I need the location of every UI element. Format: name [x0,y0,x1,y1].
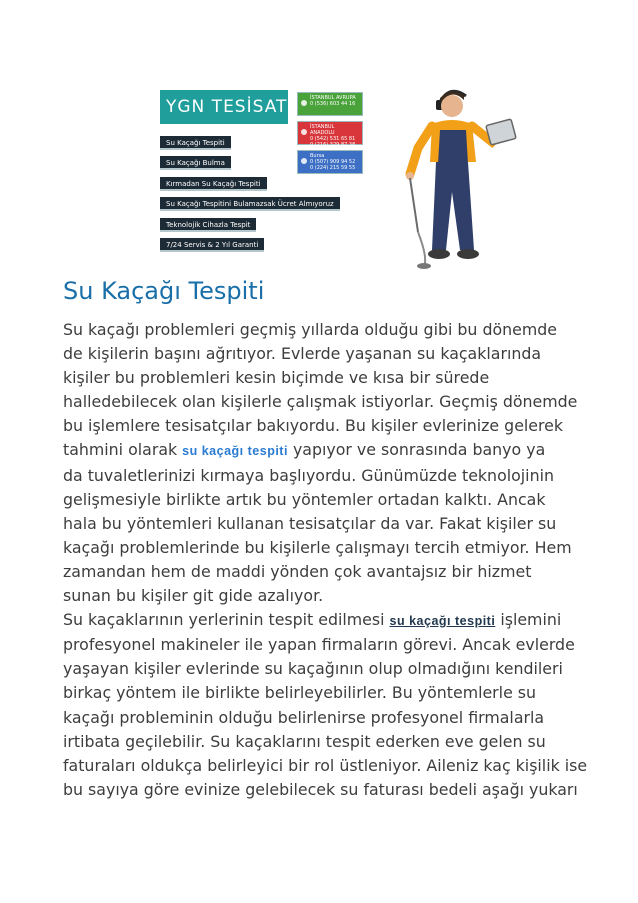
paragraph-line: hala bu yöntemleri kullanan tesisatçılar da var. Fakat kişiler su [63,513,557,533]
article-body [63,318,593,802]
phone-box-istanbul-anadolu[interactable] [297,121,363,148]
paragraph-line: yaşayan kişiler evlerinde su kaçağının olup olmadığını kendileri [63,659,563,679]
paragraph-line [63,438,593,463]
phone-box-bursa[interactable] [297,150,363,174]
plumber-illustration [388,82,518,272]
paragraph-line: bu işlemlere tesisatçılar bakıyordu. Bu kişiler evlerinize gelerek [63,416,564,436]
phone-icon [301,129,307,135]
line-text: yapıyor ve sonrasında banyo ya [287,440,546,460]
phone-label: İSTANBUL ANADOLU [310,124,335,136]
paragraph-line: gelişmesiyle birlikte artık bu yöntemler ortadan kalktı. Ancak [63,489,546,509]
phone-number: 0 (224) 215 59 55 [310,165,356,171]
menu-item-servis-garanti[interactable]: 7/24 Servis & 2 Yıl Garanti [160,238,264,252]
line-text: işlemini [495,610,562,630]
paragraph-line [63,608,593,633]
paragraph-line: profesyonel makineler ile yapan firmaların görevi. Ancak evlerde [63,635,575,655]
menu-item-teknolojik-cihaz[interactable]: Teknolojik Cihazla Tespit [160,218,256,232]
menu-item-su-kacagi-tespiti[interactable]: Su Kaçağı Tespiti [160,136,231,150]
line-text: tahmini olarak [63,440,183,460]
phone-icon [301,100,307,106]
phone-number: 0 (507) 909 94 52 [310,159,356,165]
paragraph-line: irtibata geçilebilir. Su kaçaklarını tespit ederken eve gelen su [63,731,546,751]
phone-box-istanbul-avrupa[interactable] [297,92,363,116]
paragraph-line: kaçağı problemlerinde bu kişilerle çalışmayı tercih etmiyor. Hem [63,537,572,557]
menu-item-kirmadan-tespit[interactable]: Kırmadan Su Kaçağı Tespiti [160,177,267,191]
paragraph-line: zamandan hem de maddi yönden çok avantajsız bir hizmet [63,561,532,581]
paragraph-line: kaçağı probleminin olduğu belirlenirse profesyonel firmalarla [63,707,545,727]
phone-number: 0 (542) 531 65 81 [310,136,356,142]
paragraph-line: halledebilecek olan kişilerle çalışmak istiyorlar. Geçmiş dönemde [63,392,578,412]
paragraph-line: Su kaçağı problemleri geçmiş yıllarda olduğu gibi bu dönemde [63,320,558,339]
page-title: Su Kaçağı Tespiti [63,277,265,305]
paragraph-line: bu sayıya göre evinize gelebilecek su faturası bedeli aşağı yukarı [63,779,578,799]
phone-number: 0 (536) 603 44 16 [310,101,356,107]
paragraph-line: faturaları oldukça belirleyici bir rol üstleniyor. Aileniz kaç kişilik ise [63,755,588,775]
company-logo: YGN TESİSAT [160,90,288,124]
paragraph-line: kişiler bu problemleri kesin biçimde ve kısa bir sürede [63,368,490,388]
paragraph-line: de kişilerin başını ağrıtıyor. Evlerde yaşanan su kaçaklarında [63,344,542,364]
paragraph-line: da tuvaletlerinizi kırmaya başlıyordu. Günümüzde teknolojinin [63,465,554,485]
menu-item-su-kacagi-bulma[interactable]: Su Kaçağı Bulma [160,156,231,170]
paragraph-line: sunan bu kişiler git gide azalıyor. [63,586,324,606]
menu-item-ucret-almiyoruz[interactable]: Su Kaçağı Tespitini Bulamazsak Ücret Almıyoruz [160,197,340,211]
keyword-link[interactable]: su kaçağı tespiti [389,614,496,629]
phone-label: İSTANBUL AVRUPA [310,95,356,101]
phone-icon [301,158,307,164]
phone-number: 0 (216) 329 87 38 [310,142,356,148]
paragraph-line: birkaç yöntem ile birlikte belirleyebilirler. Bu yöntemlerle su [63,683,537,703]
line-text: Su kaçaklarının yerlerinin tespit edilmesi [63,610,390,630]
phone-label: Bursa [310,153,325,159]
keyword-link[interactable]: su kaçağı tespiti [182,444,288,459]
